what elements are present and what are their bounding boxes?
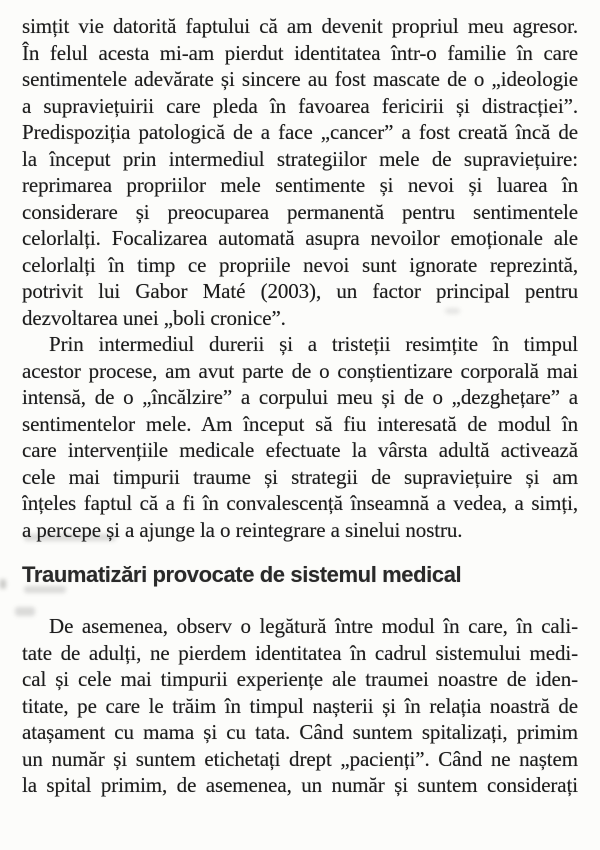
text-line: Predispoziția patologică de a face „cancer” a fost creată încă de xyxy=(22,120,578,144)
bleed-through-mark xyxy=(0,579,6,589)
body-text-block-1 xyxy=(22,13,578,543)
text-line: tate de adulți, ne pierdem identitatea în cadrul sistemului medi- xyxy=(22,640,578,665)
text-line: a percepe și a ajunge la o reintegrare a sinelui nostru. xyxy=(22,517,463,542)
text-line: În felul acesta mi-am pierdut identitatea într-o familie în care xyxy=(22,40,578,65)
text-line: De asemenea, observ o legătură între modul în care, în cali- xyxy=(49,614,578,638)
text-line: acestor procese, am avut parte de o conștientizare corporală mai xyxy=(22,358,578,383)
text-line: potrivit lui Gabor Maté (2003), un factor principal pentru xyxy=(22,279,578,303)
text-line: intensă, de o „încălzire” a corpului meu și de o „dezghețare” a xyxy=(22,385,578,409)
text-line: a supraviețuirii care pleda în favoarea fericirii și distracției”. xyxy=(22,93,578,118)
text-line: sentimentelor mele. Am început să fiu interesată de modul în xyxy=(22,411,578,436)
text-line: celorlalți. Focalizarea automată asupra nevoilor emoționale ale xyxy=(22,226,578,250)
text-line: dezvoltarea unei „boli cronice”. xyxy=(22,305,286,330)
body-text-block-2 xyxy=(22,613,578,799)
text-line: simțit vie datorită faptului că am devenit propriul meu agresor. xyxy=(22,14,578,38)
text-line: la spital primim, de asemenea, un număr și suntem considerați xyxy=(22,773,578,797)
text-line: titate, pe care le trăim în timpul nașterii și în relația noastră de xyxy=(22,693,578,718)
text-line: un număr și suntem etichetați drept „pacienți”. Când ne naștem xyxy=(22,746,578,771)
text-line: Prin intermediul durerii și a tristeții resimțite în timpul xyxy=(49,332,578,356)
text-line: atașament cu mama și cu tata. Când suntem spitalizați, primim xyxy=(22,720,578,744)
text-line: înțeles faptul că a fi în convalescență înseamnă a vedea, a simți, xyxy=(22,491,578,515)
text-line: reprimarea propriilor mele sentimente și nevoi și luarea în xyxy=(22,173,578,197)
text-line: la început prin intermediul strategiilor mele de supraviețuire: xyxy=(22,146,578,171)
text-line: cele mai timpurii traume și strategii de supraviețuire și am xyxy=(22,464,578,489)
text-line: considerare și preocuparea permanentă pentru sentimentele xyxy=(22,199,578,224)
text-line: celorlalți în timp ce propriile nevoi sunt ignorate reprezintă, xyxy=(22,252,578,277)
text-line: care intervențiile medicale efectuate la vârsta adultă activează xyxy=(22,438,578,462)
text-line: cal și cele mai timpurii experiențe ale traumei noastre de iden- xyxy=(22,667,578,691)
section-heading: Traumatizări provocate de sistemul medical xyxy=(22,562,462,587)
text-line: sentimentele adevărate și sincere au fost mascate de o „ideologie xyxy=(22,67,578,91)
